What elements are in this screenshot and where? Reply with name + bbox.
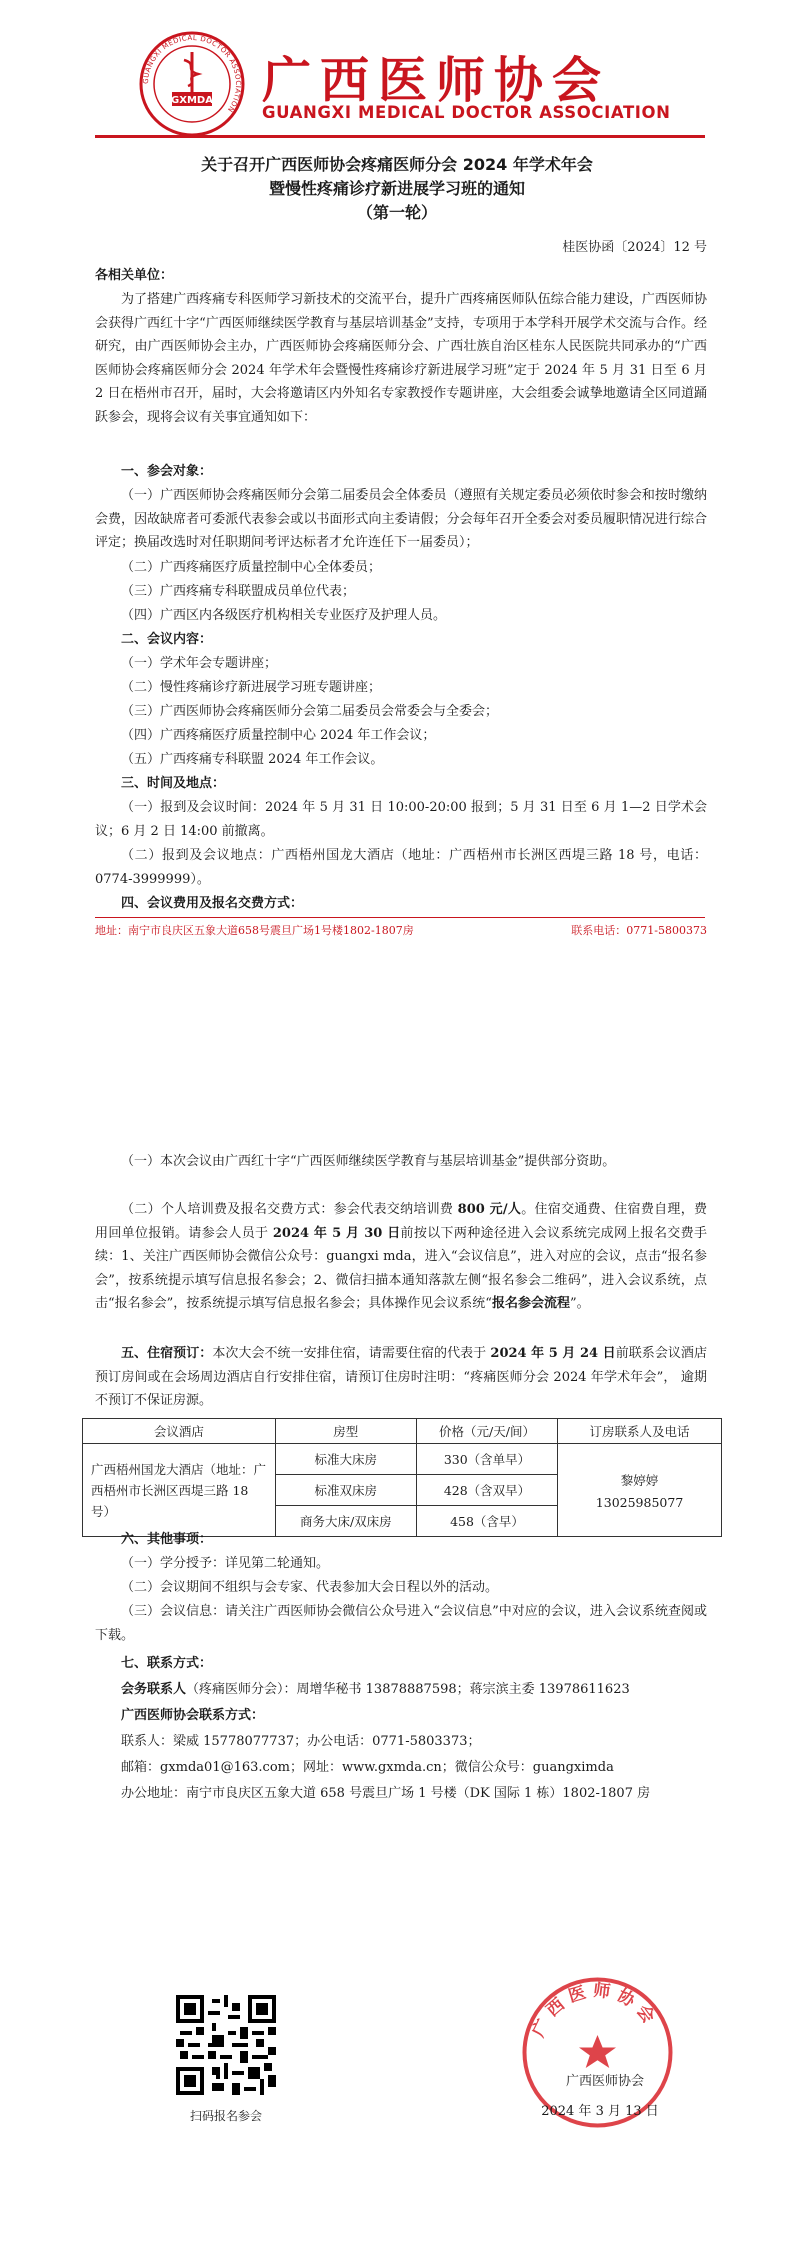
table-header: 房型 (275, 1419, 416, 1444)
section-2-item: （四）广西疼痛医疗质量控制中心 2024 年工作会议； (121, 728, 436, 743)
section-7-heading: 七、联系方式： (121, 1656, 213, 1671)
section-1-item: （三）广西疼痛专科联盟成员单位代表； (121, 584, 356, 599)
section-6-item: （一）学分授予：详见第二轮通知。 (121, 1556, 330, 1571)
table-header: 订房联系人及电话 (558, 1419, 722, 1444)
hotel-table (82, 1418, 722, 1537)
logo-abbrev: GXMDA (171, 95, 213, 106)
section-2-item: （五）广西疼痛专科联盟 2024 年工作会议。 (121, 752, 384, 767)
intro-paragraph: 为了搭建广西疼痛专科医师学习新技术的交流平台，提升广西疼痛医师队伍综合能力建设，广西医师协会获得广西红十字“广西医师继续医学教育与基层培训基金”支持，专项用于本学科开展学术交流与合作。经研究，由广西医师协会主办，广西医师协会疼痛医师分会、广西壮族自治区桂东人民医院共同承办的“广西医师协会疼痛医师分会 2024 年学术年会暨慢性疼痛诊疗新进展学习班”定于 2024 年 5 月 31 日至 6 月 2 日在梧州市召开，届时，大会将邀请区内外知名专家教授作专题讲座，大会组委会诚挚地邀请全区同道踊跃参会，现将会议有关事宜通知如下： (95, 292, 707, 425)
price-cell: 458（含早） (416, 1506, 557, 1537)
org-name-cn: 广西医师协会 (262, 52, 611, 109)
footer-address: 地址：南宁市良庆区五象大道658号震旦广场1号楼1802-1807房 (95, 924, 414, 937)
salutation: 各相关单位： (95, 268, 174, 283)
booking-deadline: 2024 年 5 月 24 日 (490, 1346, 616, 1361)
fee-amount: 800 元/人 (457, 1202, 522, 1217)
section-4-item-fee: （二）个人培训费及报名交费方式：参会代表交纳培训费 800 元/人。住宿交通费、住宿费自理，费用回单位报销。请参会人员于 2024 年 5 月 30 日前按以下两种途径进入会议系统完成网上报名交费手续：1、关注广西医师协会微信公众号：guangxi mda，进入“会议信息”，进入对应的会议，点击“报名参会”，按系统提示填写信息报名参会；2、微信扫描本通知落款左侧“报名参会二维码”，进入会议系统，点击“报名参会”，按系统提示填写信息报名参会；具体操作见会议系统“报名参会流程”。 (95, 1202, 707, 1311)
contact-line: 邮箱：gxmda01@163.com；网址：www.gxmda.cn；微信公众号：guangximda (121, 1760, 614, 1775)
page-footer-divider (95, 917, 705, 918)
section-1-item: （一）广西医师协会疼痛医师分会第二届委员会全体委员（遵照有关规定委员必须依时参会和按时缴纳会费，因故缺席者可委派代表参会或以书面形式向主委请假；分会每年召开全委会对委员履职情况进行综合评定；换届改选时对任职期间考评达标者才允许连任下一届委员）； (95, 488, 707, 550)
booking-contact-name: 黎婷婷 (620, 1472, 659, 1488)
price-cell: 428（含双早） (416, 1475, 557, 1506)
registration-qr-code[interactable] (176, 1995, 276, 2095)
section-2-heading: 二、会议内容： (121, 632, 213, 647)
document-number: 桂医协函〔2024〕12 号 (562, 240, 707, 255)
qr-caption: 扫码报名参会 (189, 2109, 262, 2123)
contact-line: 办公地址：南宁市良庆区五象大道 658 号震旦广场 1 号楼（DK 国际 1 栋）1802-1807 房 (121, 1786, 651, 1801)
org-name-en: GUANGXI MEDICAL DOCTOR ASSOCIATION (262, 103, 671, 122)
section-3-item: （二）报到及会议地点：广西梧州国龙大酒店（地址：广西梧州市长洲区西堤三路 18 号，电话：0774-3999999）。 (95, 848, 707, 887)
logo-ring-text: GUANGXI MEDICAL DOCTOR ASSOCIATION (141, 33, 243, 114)
section-2-item: （一）学术年会专题讲座； (121, 656, 278, 671)
meeting-contact: 会务联系人（疼痛医师分会）：周增华秘书 13878887598；蒋宗滨主委 13978611623 (121, 1682, 630, 1697)
section-1-item: （四）广西区内各级医疗机构相关专业医疗及护理人员。 (121, 608, 447, 623)
meeting-contact-label: 会务联系人 (121, 1682, 187, 1697)
section-1-item: （二）广西疼痛医疗质量控制中心全体委员； (121, 560, 382, 575)
registration-deadline: 2024 年 5 月 30 日 (272, 1225, 401, 1241)
contact-line: 联系人：梁威 15778077737；办公电话：0771-5803373； (121, 1734, 481, 1749)
table-header: 价格（元/天/间） (416, 1419, 557, 1444)
section-2-item: （三）广西医师协会疼痛医师分会第二届委员会常委会与全委会； (121, 704, 499, 719)
table-header: 会议酒店 (83, 1419, 276, 1444)
signature-org: 广西医师协会 (565, 2074, 644, 2089)
notice-title-line3: （第一轮） (356, 203, 437, 222)
seal-text: 广西医师协会 (528, 1980, 662, 2041)
page-footer (95, 922, 707, 938)
header-divider (95, 135, 705, 138)
room-type-cell: 商务大床/双床房 (275, 1506, 416, 1537)
section-3-item: （一）报到及会议时间：2024 年 5 月 31 日 10:00-20:00 报到；5 月 31 日至 6 月 1—2 日学术会议；6 月 2 日 14:00 前撤离。 (95, 800, 707, 839)
section-5-heading: 五、住宿预订： (121, 1346, 213, 1361)
section-3-heading: 三、时间及地点： (121, 776, 226, 791)
svg-text:广西医师协会 (528, 1980, 663, 2041)
room-type-cell: 标准双床房 (275, 1475, 416, 1506)
section-4-heading: 四、会议费用及报名交费方式： (121, 896, 304, 911)
section-1-heading: 一、参会对象： (121, 464, 213, 479)
section-6-item: （二）会议期间不组织与会专家、代表参加大会日程以外的活动。 (121, 1580, 499, 1595)
association-logo (138, 30, 246, 138)
booking-contact-phone: 13025985077 (595, 1494, 684, 1510)
notice-title-line1: 关于召开广西医师协会疼痛医师分会 2024 年学术年会 (201, 155, 593, 174)
footer-phone: 联系电话：0771-5800373 (571, 924, 707, 937)
table-row (83, 1444, 722, 1475)
section-5: 五、住宿预订：本次大会不统一安排住宿，请需要住宿的代表于 2024 年 5 月 24 日前联系会议酒店预订房间或在会场周边酒店自行安排住宿，请预订住房时注明：“疼痛医师分会 2024 年学术年会”， 逾期不预订不保证房源。 (95, 1346, 707, 1408)
booking-contact-cell (558, 1444, 722, 1537)
table-header-row (83, 1419, 722, 1444)
signature-date: 2024 年 3 月 13 日 (541, 2104, 659, 2119)
notice-title-line2: 暨慢性疼痛诊疗新进展学习班的通知 (268, 179, 525, 198)
section-2-item: （二）慢性疼痛诊疗新进展学习班专题讲座； (121, 680, 382, 695)
association-contact-heading: 广西医师协会联系方式： (121, 1708, 265, 1723)
section-4-item: （一）本次会议由广西红十字“广西医师继续医学教育与基层培训基金”提供部分资助。 (121, 1154, 616, 1169)
section-6-item: （三）会议信息：请关注广西医师协会微信公众号进入“会议信息”中对应的会议，进入会议系统查阅或下载。 (95, 1604, 707, 1643)
section-6-heading: 六、其他事项： (121, 1532, 213, 1547)
registration-flow: 报名参会流程 (491, 1296, 570, 1311)
price-cell: 330（含单早） (416, 1444, 557, 1475)
hotel-name-cell: 广西梧州国龙大酒店（地址：广西梧州市长洲区西堤三路 18 号） (83, 1444, 276, 1537)
room-type-cell: 标准大床房 (275, 1444, 416, 1475)
